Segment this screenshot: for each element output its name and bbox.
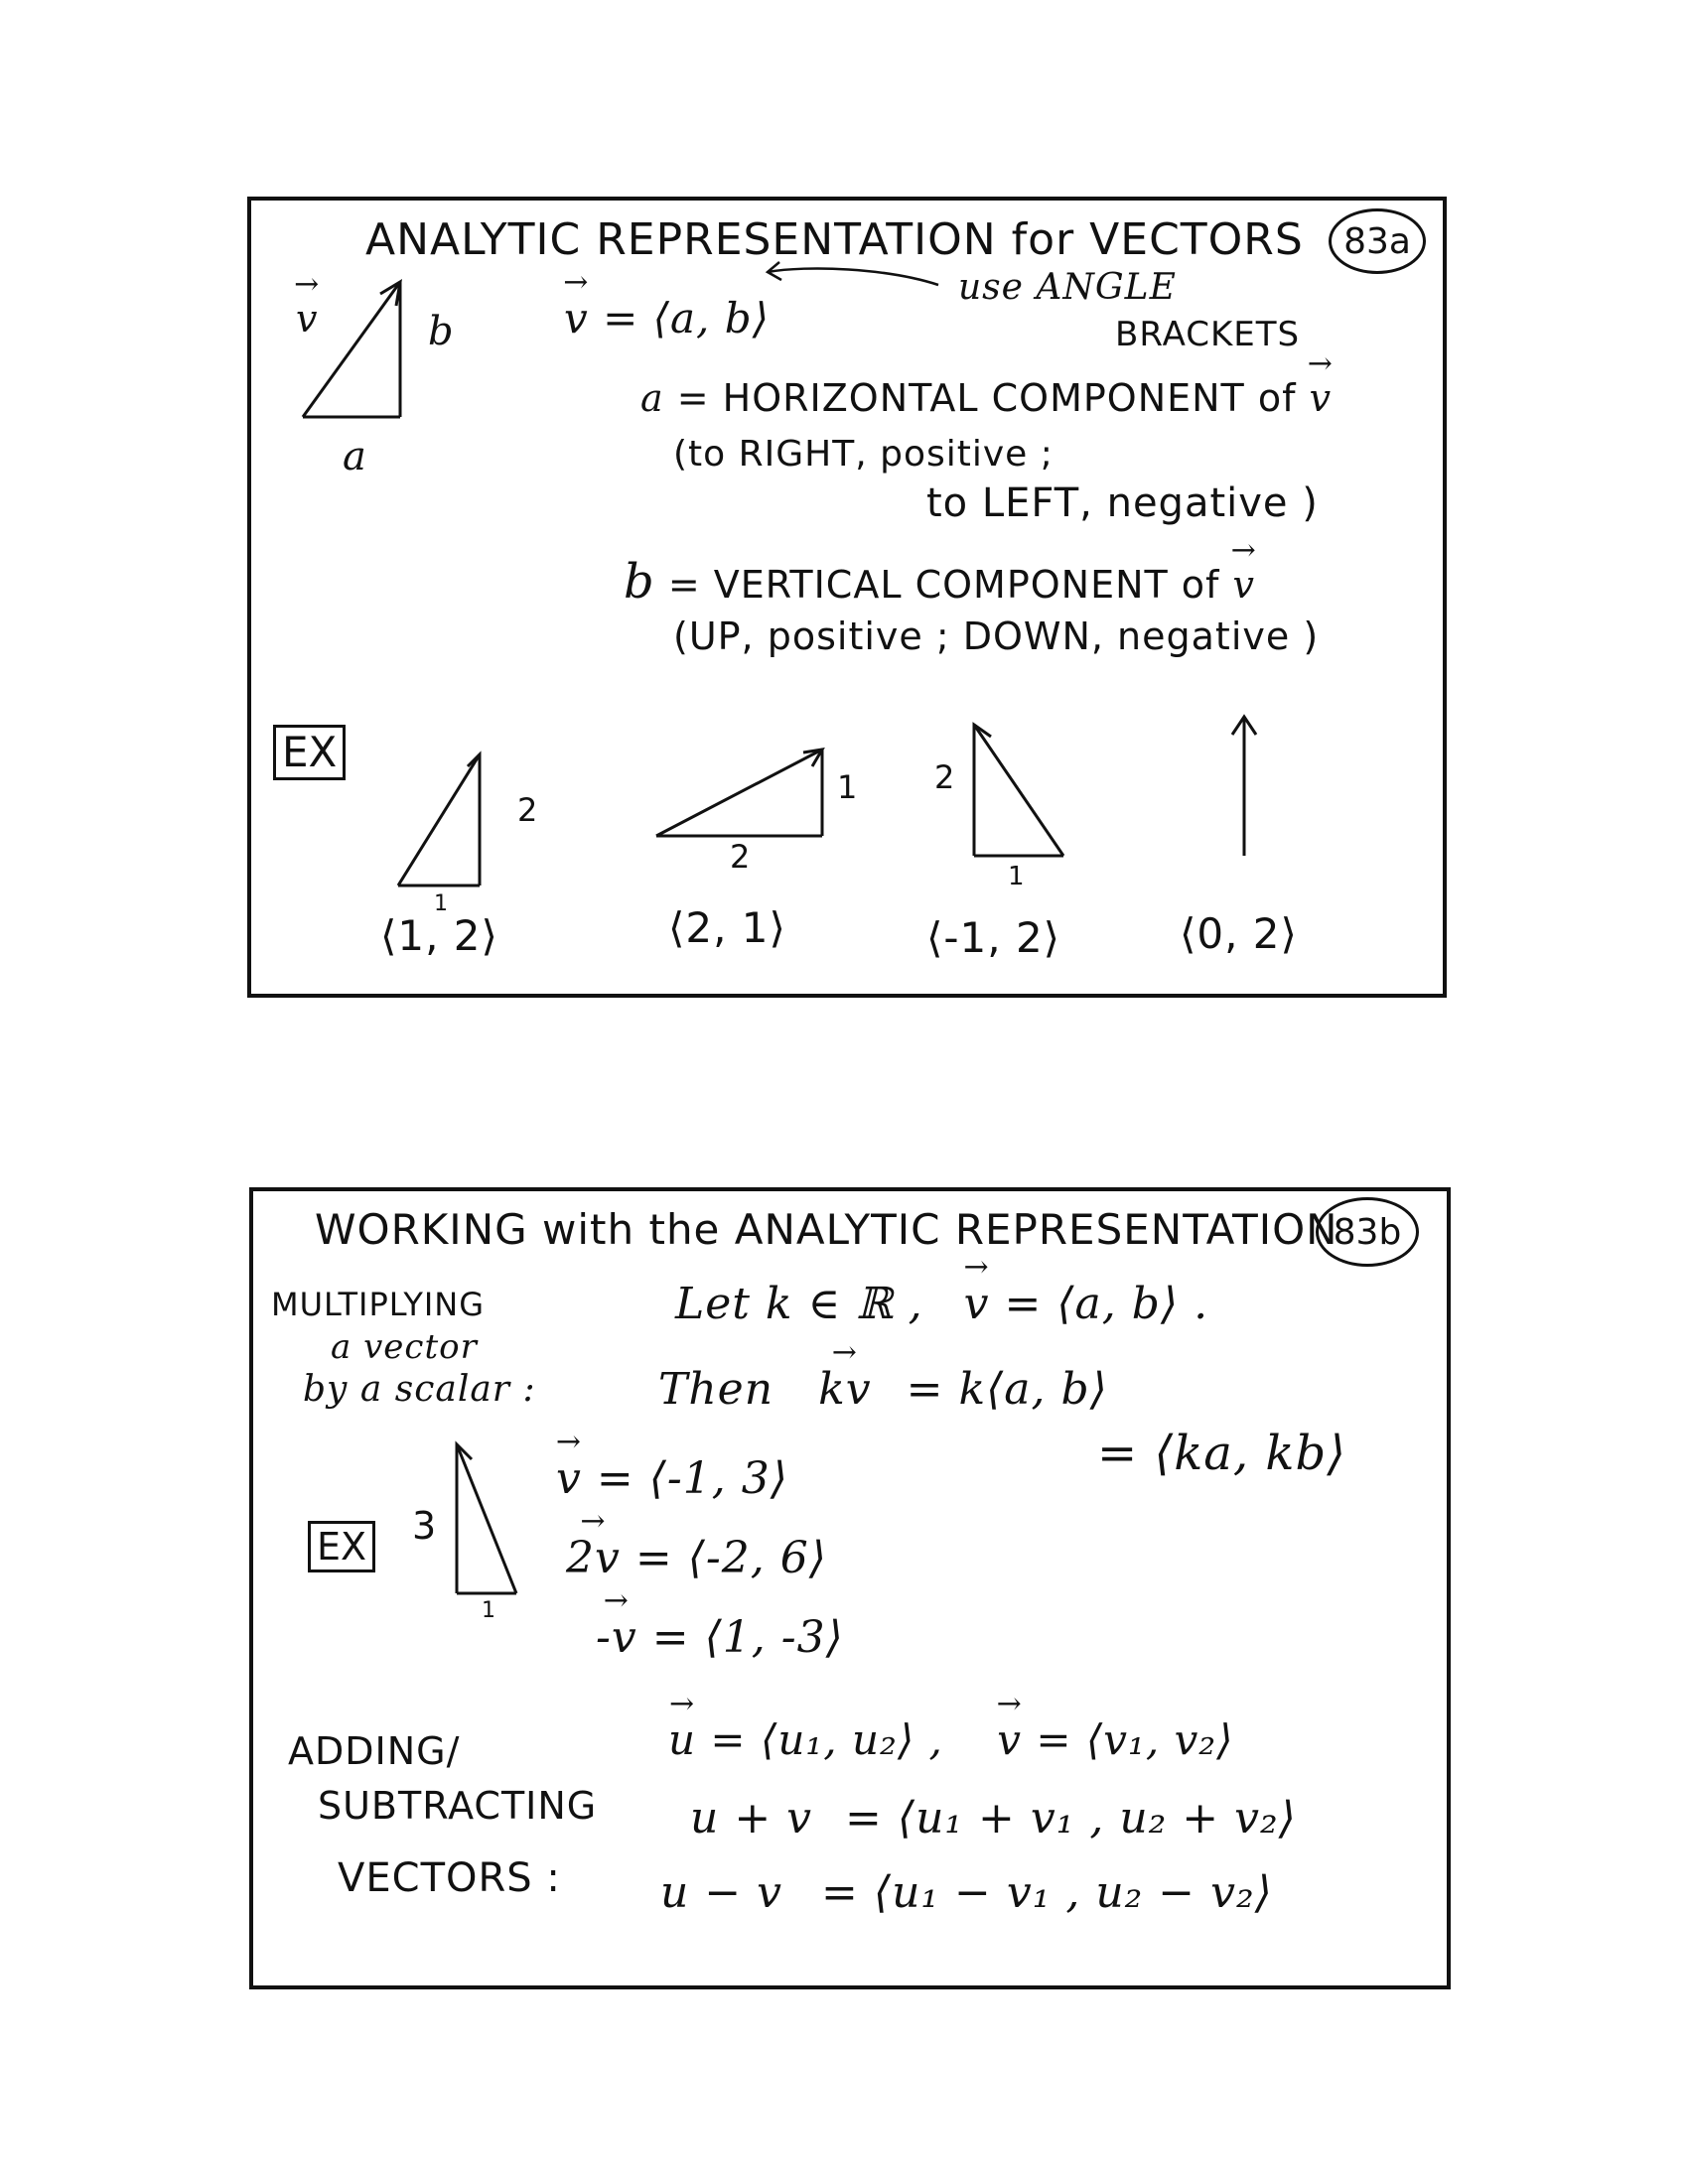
panel-a-title: ANALYTIC REPRESENTATION for VECTORS <box>365 214 1304 265</box>
example-1-side-label: 2 <box>517 791 539 829</box>
add-label-1: ADDING/ <box>288 1729 461 1773</box>
mult-label-3: by a scalar : <box>303 1369 536 1410</box>
diagram-b-label: b <box>428 309 455 354</box>
example-2-vector <box>656 750 822 836</box>
panel-b-ex-label: EX <box>308 1521 375 1572</box>
ex-line-2: → 2v = ⟨-2, 6⟩ <box>566 1537 827 1580</box>
ex-line-3: → -v = ⟨1, -3⟩ <box>596 1616 844 1660</box>
b-note: (UP, positive ; DOWN, negative ) <box>673 614 1320 658</box>
diagram-a-label: a <box>343 434 367 479</box>
add-line-1: → u = ⟨u₁, u₂⟩ , → v = ⟨v₁, v₂⟩ <box>668 1719 1234 1761</box>
panel-a-ex-label: EX <box>273 725 346 780</box>
panel-83a <box>247 197 1447 998</box>
example-2-side-label: 1 <box>837 768 859 806</box>
example-3-vector <box>974 725 1063 856</box>
diagram-v-label: → v <box>296 300 318 338</box>
definition-line: → v = ⟨a, b⟩ <box>564 298 770 340</box>
example-b-triangle <box>457 1444 516 1593</box>
a-note-line-2: to LEFT, negative ) <box>926 480 1319 526</box>
example-4-vector <box>1232 717 1256 856</box>
example-b-side-label: 3 <box>412 1504 438 1548</box>
example-b-vector <box>457 1444 516 1593</box>
example-2-triangle <box>656 750 822 836</box>
a-note-line-1: (to RIGHT, positive ; <box>673 434 1054 475</box>
example-3-caption: ⟨-1, 2⟩ <box>926 913 1061 962</box>
note-line-2: BRACKETS <box>1115 315 1301 354</box>
ex-line-1: → v = ⟨-1, 3⟩ <box>556 1457 788 1501</box>
then-statement: Then → kv = k⟨a, b⟩ <box>658 1368 1108 1412</box>
panel-a-badge: 83a <box>1329 208 1426 274</box>
panel-b-badge: 83b <box>1316 1197 1419 1267</box>
example-1-triangle <box>398 754 480 886</box>
example-1-bottom-label: 1 <box>434 891 449 916</box>
example-b-bottom-label: 1 <box>482 1598 496 1623</box>
example-4-caption: ⟨0, 2⟩ <box>1180 909 1298 958</box>
example-3-bottom-label: 1 <box>1008 862 1026 891</box>
mult-label-2: a vector <box>331 1327 478 1367</box>
panel-83b <box>249 1187 1451 1989</box>
example-1-vector <box>398 754 480 886</box>
example-3-side-label: 2 <box>934 758 956 796</box>
let-statement: Let k ∈ ℝ , → v = ⟨a, b⟩ . <box>675 1283 1208 1326</box>
then-result: = ⟨ka, kb⟩ <box>1097 1426 1346 1481</box>
a-definition: a = HORIZONTAL COMPONENT of → v <box>640 379 1332 417</box>
b-definition: b = VERTICAL COMPONENT of → v <box>624 558 1255 606</box>
example-2-bottom-label: 2 <box>730 838 752 876</box>
mult-label-1: MULTIPLYING <box>271 1286 486 1323</box>
example-3-triangle <box>974 725 1063 856</box>
example-1-caption: ⟨1, 2⟩ <box>380 911 498 960</box>
note-line-1: use ANGLE <box>958 267 1177 308</box>
add-line-3: u − v = ⟨u₁ − v₁ , u₂ − v₂⟩ <box>660 1867 1273 1918</box>
add-label-2: SUBTRACTING <box>318 1784 598 1828</box>
note-arrow <box>768 268 938 285</box>
panel-b-title: WORKING with the ANALYTIC REPRESENTATION <box>315 1205 1338 1254</box>
example-2-caption: ⟨2, 1⟩ <box>668 903 786 952</box>
add-line-2: u + v = ⟨u₁ + v₁ , u₂ + v₂⟩ <box>690 1793 1297 1843</box>
add-label-3: VECTORS : <box>338 1855 561 1901</box>
